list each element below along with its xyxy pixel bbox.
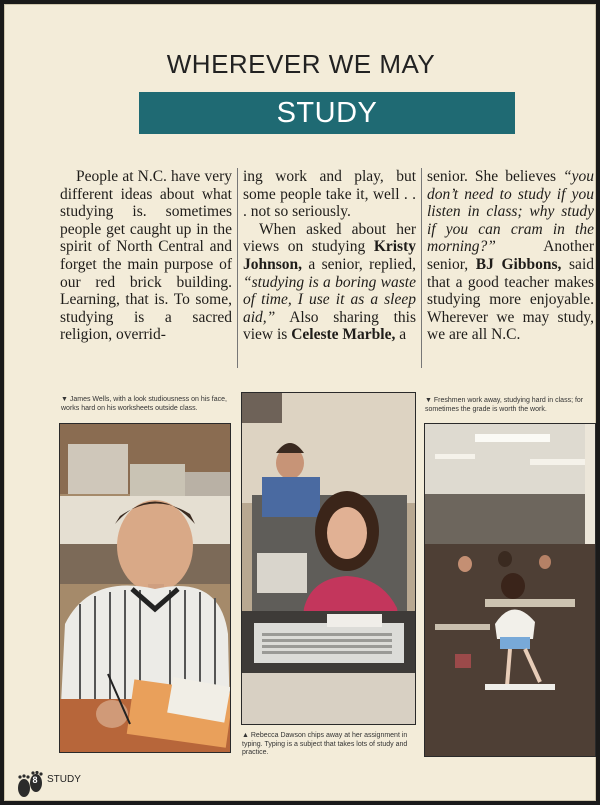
freshmen-classroom-image [425,424,595,756]
photo-caption-right: ▼ Freshmen work away, studying hard in class; for sometimes the grade is worth the work. [425,397,584,413]
article-column-1 [60,168,232,344]
article-column-3 [427,168,594,344]
article-paragraph: People at N.C. have very different ideas about what studying is. sometimes people get caught up in the spirit of North Central and forget the main purpose of our red brick building. Learning, that is. To some, studying is a sacred religion, overrid- [60,168,232,344]
column-divider [421,168,422,368]
typing-student-image [242,393,415,724]
name-celeste-marble: Celeste Marble, [291,326,396,344]
photo-caption-left: ▼ James Wells, with a look studiousness on his face, works hard on his worksheets outside class. [61,396,227,412]
photo-typing-student [241,392,416,725]
article-paragraph: senior. She believes “you don’t need to study if you listen in class; why study if you can cram in the morning?” Another senior, BJ Gibbons, said that a good teacher makes studying more enjoyable. Wherever we may study, we are all N.C. [427,168,594,344]
section-label: STUDY [47,774,81,785]
page-title: STUDY [276,96,378,129]
name-kristy-johnson: Kristy Johnson, [243,238,416,273]
photo-caption-middle: ▲ Rebecca Dawson chips away at her assignment in typing. Typing is a subject that takes lots of study and practice. [242,732,408,756]
student-worksheet-image [60,424,230,752]
photo-freshmen-classroom [424,423,596,757]
article-column-2 [243,168,416,344]
title-banner [139,92,515,134]
name-bj-gibbons: BJ Gibbons, [475,255,562,273]
quote: “you don’t need to study if you listen in class; why study if you can cram in the morning?” [427,168,594,256]
yearbook-page [4,4,596,801]
quote: “studying is a boring waste of time, I use it as a sleep aid,” [243,273,416,326]
photo-student-worksheet [59,423,231,753]
column-divider [237,168,238,368]
article-paragraph: ing work and play, but some people take it, well . . . not so seriously. [243,168,416,221]
article-paragraph: When asked about her views on studying Kristy Johnson, a senior, replied, “studying is a boring waste of time, I use it as a sleep aid,” Also sharing this view is Celeste Marble, a [243,220,416,344]
page-headline: WHEREVER WE MAY [166,49,436,79]
page-number: 8 [32,775,38,785]
